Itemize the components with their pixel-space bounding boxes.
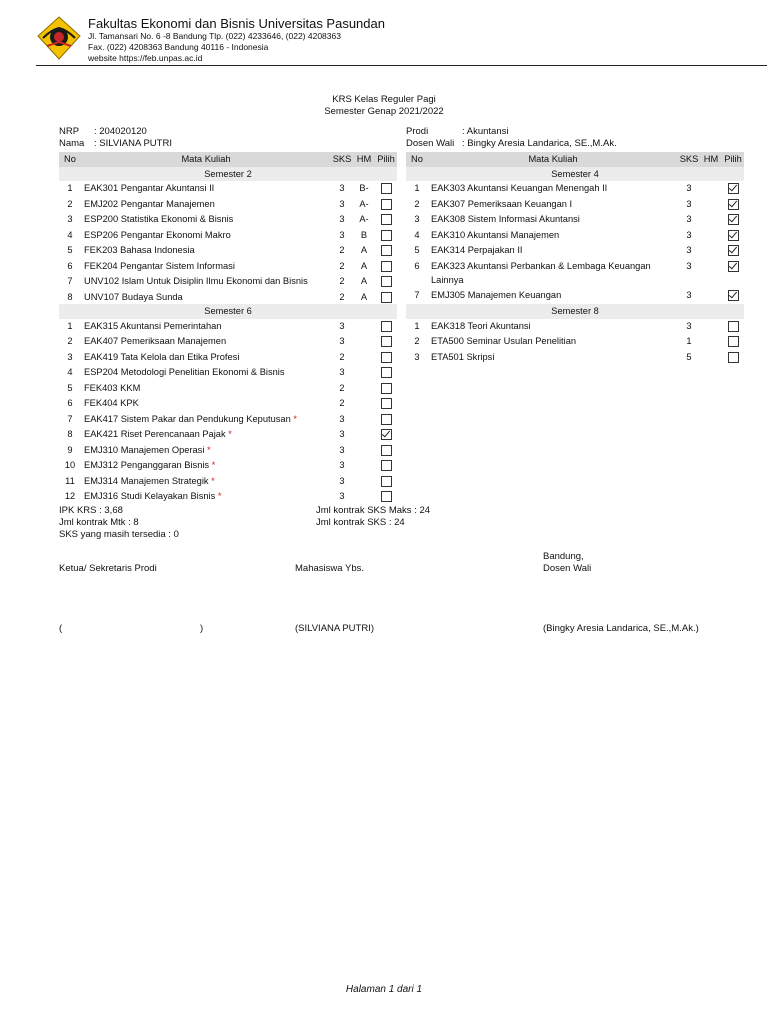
course-hm [353,474,375,490]
course-select-checkbox[interactable] [728,290,739,301]
course-row [406,212,744,228]
course-row [59,443,397,459]
course-select-checkbox[interactable] [381,398,392,409]
course-sks: 3 [339,475,345,486]
course-name: EMJ316 Studi Kelayakan Bisnis [84,491,216,501]
course-row [59,381,397,397]
course-hm [353,350,375,366]
course-sks: 2 [339,260,345,271]
course-no: 3 [414,214,420,224]
course-select-checkbox[interactable] [728,214,739,225]
course-hm [353,396,375,412]
course-no: 3 [67,214,73,224]
course-hm [353,489,375,505]
course-no: 2 [414,198,420,209]
course-select-checkbox[interactable] [381,199,392,210]
course-select-checkbox[interactable] [381,352,392,363]
course-sks: 3 [339,198,345,209]
ketua-sign-close: ) [200,623,204,634]
table-header-row [406,152,744,167]
nrp-value: : 204020120 [94,126,147,137]
col-mata-kuliah: Mata Kuliah [81,152,331,167]
course-name: ETA500 Seminar Usulan Penelitian [431,336,577,346]
course-sks: 3 [339,367,345,377]
course-row [59,334,397,350]
course-sks: 3 [339,444,345,455]
course-no: 4 [67,367,73,377]
course-row [406,243,744,259]
course-select-checkbox[interactable] [381,261,392,272]
course-name: EAK323 Akuntansi Perbankan & Lembaga Keuangan Lainnya [431,260,651,285]
course-no: 8 [67,429,73,439]
university-seal-icon [37,16,81,60]
course-name: EAK308 Sistem Informasi Akuntansi [431,214,580,224]
course-sks: 2 [339,398,345,408]
col-pilih: Pilih [722,152,744,167]
semester-label: Semester 6 [59,304,397,319]
ipk-krs: IPK KRS : 3,68 [59,505,123,516]
course-row [59,228,397,244]
semester-8-table [406,304,744,365]
course-hm [700,181,722,197]
mahasiswa-signature-name: (SILVIANA PUTRI) [295,623,375,634]
course-sks: 3 [339,183,345,193]
semester-4-table [406,152,744,303]
course-name: ESP200 Statistika Ekonomi & Bisnis [84,214,234,224]
course-hm [700,228,722,244]
jml-kontrak-mtk: Jml kontrak Mtk : 8 [59,517,139,528]
course-sks: 3 [339,413,345,424]
course-name: ETA501 Skripsi [431,351,495,362]
course-hm: A- [359,198,369,209]
course-hm [700,350,722,366]
course-row [406,319,744,335]
course-sks: 3 [339,229,345,240]
course-hm: B [360,229,368,240]
course-row [59,212,397,228]
course-sks: 3 [686,214,692,224]
course-name: EAK417 Sistem Pakar dan Pendukung Keputusan [84,413,291,424]
course-sks: 3 [686,289,692,300]
elective-marker: * [211,460,216,470]
course-no: 5 [67,245,73,255]
course-name: EMJ305 Manajemen Keuangan [431,289,562,300]
col-pilih: Pilih [375,152,397,167]
course-no: 3 [414,351,420,362]
course-no: 6 [414,260,420,271]
course-hm [353,334,375,350]
course-select-checkbox[interactable] [381,321,392,332]
course-sks: 2 [339,245,345,255]
course-hm [700,334,722,350]
page-number: Halaman 1 dari 1 [345,984,423,995]
course-no: 5 [67,382,73,393]
mahasiswa-label: Mahasiswa Ybs. [295,563,364,574]
course-name: EAK314 Perpajakan II [431,245,523,255]
course-name: EAK407 Pemeriksaan Manajemen [84,336,227,346]
semester-6-table [59,304,397,505]
course-hm [700,288,722,304]
course-select-checkbox[interactable] [381,245,392,256]
course-select-checkbox[interactable] [728,261,739,272]
institution-fax: Fax. (022) 4208363 Bandung 40116 - Indonesia [88,42,269,52]
course-sks: 3 [339,460,345,470]
semester-label: Semester 2 [59,167,397,182]
course-name: EAK301 Pengantar Akuntansi II [84,183,215,193]
course-no: 11 [65,475,75,486]
course-name: FEK203 Bahasa Indonesia [84,245,195,255]
course-row [59,489,397,505]
course-select-checkbox[interactable] [381,383,392,394]
course-no: 9 [67,444,73,455]
course-hm [353,443,375,459]
name-label: Nama [59,138,85,149]
course-select-checkbox[interactable] [381,183,392,194]
course-hm [700,319,722,335]
course-select-checkbox[interactable] [728,336,739,347]
course-select-checkbox[interactable] [381,276,392,287]
course-no: 1 [67,183,73,193]
course-no: 2 [67,336,73,346]
sks-tersedia: SKS yang masih tersedia : 0 [59,529,179,540]
course-name: EAK310 Akuntansi Manajemen [431,229,560,240]
semester-label: Semester 4 [406,167,744,182]
course-name: EAK419 Tata Kelola dan Etika Profesi [84,351,240,362]
course-sks: 2 [339,291,345,302]
course-hm: B- [359,183,369,193]
course-no: 4 [67,229,73,240]
dosen-wali-label: Dosen Wali [406,138,455,149]
course-row [406,288,744,304]
name-value: : SILVIANA PUTRI [94,138,172,149]
course-sks: 3 [686,198,692,209]
course-no: 2 [414,336,420,346]
course-name: EAK303 Akuntansi Keuangan Menengah II [431,183,608,193]
course-no: 1 [414,183,420,193]
dosen-wali-signature-name: (Bingky Aresia Landarica, SE.,M.Ak.) [543,623,699,634]
dosen-wali-value: : Bingky Aresia Landarica, SE.,M.Ak. [462,138,617,149]
course-row [59,274,397,290]
elective-marker: * [217,491,222,501]
course-name: ESP206 Pengantar Ekonomi Makro [84,229,231,240]
course-row [59,259,397,275]
course-select-checkbox[interactable] [728,199,739,210]
course-no: 1 [414,320,420,331]
course-sks: 3 [339,336,345,346]
course-no: 5 [414,245,420,255]
course-hm [353,381,375,397]
course-hm [700,212,722,228]
course-select-checkbox[interactable] [381,367,392,378]
course-sks: 1 [686,336,692,346]
ketua-sign-open: ( [59,623,63,634]
course-name: UNV102 Islam Untuk Disiplin Ilmu Ekonomi dan Bisnis [84,276,308,286]
course-name: EMJ202 Pengantar Manajemen [84,198,215,209]
col-hm: HM [700,152,722,167]
course-row [59,458,397,474]
course-row [59,350,397,366]
course-no: 7 [67,276,73,286]
course-row [59,181,397,197]
course-select-checkbox[interactable] [381,214,392,225]
course-row [59,319,397,335]
semester-label: Semester 8 [406,304,744,319]
ketua-prodi-label: Ketua/ Sekretaris Prodi [59,563,157,574]
course-sks: 3 [339,429,345,439]
course-sks: 3 [686,183,692,193]
course-name: EAK315 Akuntansi Pemerintahan [84,320,222,331]
course-row [59,290,397,306]
elective-marker: * [211,475,215,486]
course-select-checkbox[interactable] [381,230,392,241]
course-row [406,259,744,288]
institution-name: Fakultas Ekonomi dan Bisnis Universitas Pasundan [88,16,385,31]
course-hm [700,243,722,259]
jml-kontrak-sks: Jml kontrak SKS : 24 [316,517,405,528]
course-select-checkbox[interactable] [728,245,739,256]
table-header-row [59,152,397,167]
elective-marker: * [293,413,297,424]
institution-address: Jl. Tamansari No. 6 -8 Bandung Tlp. (022) 4233646, (022) 4208363 [88,31,341,41]
institution-website: website https://feb.unpas.ac.id [88,53,203,63]
course-name: FEK403 KKM [84,382,141,393]
course-hm: A- [359,214,369,224]
course-no: 2 [67,198,73,209]
course-row [59,197,397,213]
course-select-checkbox[interactable] [381,429,392,440]
course-select-checkbox[interactable] [381,491,392,502]
course-select-checkbox[interactable] [381,292,392,303]
course-hm: A [360,260,368,271]
course-row [59,474,397,490]
course-row [59,396,397,412]
course-sks: 3 [686,229,692,240]
course-row [406,181,744,197]
course-no: 6 [67,398,73,408]
course-no: 10 [64,460,76,470]
course-sks: 3 [686,320,692,331]
course-sks: 3 [339,214,345,224]
col-hm: HM [353,152,375,167]
course-name: EMJ312 Penganggaran Bisnis [84,460,210,470]
course-hm: A [360,245,368,255]
course-name: EMJ314 Manajemen Strategik [84,475,209,486]
course-no: 12 [64,491,76,501]
course-hm [353,412,375,428]
prodi-value: : Akuntansi [462,126,509,137]
semester-2-table [59,152,397,305]
course-sks: 3 [686,260,692,271]
course-row [406,350,744,366]
course-select-checkbox[interactable] [728,183,739,194]
course-sks: 2 [339,382,345,393]
course-name: FEK204 Pengantar Sistem Informasi [84,260,235,271]
course-row [406,228,744,244]
course-row [59,412,397,428]
course-row [59,243,397,259]
col-sks: SKS [678,152,700,167]
course-select-checkbox[interactable] [381,460,392,471]
course-sks: 5 [686,351,692,362]
course-row [406,197,744,213]
col-no: No [406,152,428,167]
course-sks: 3 [339,320,345,331]
course-sks: 2 [339,351,345,362]
course-no: 6 [67,260,73,271]
dosen-wali-sign-label: Dosen Wali [543,563,592,574]
course-select-checkbox[interactable] [728,321,739,332]
document-semester: Semester Genap 2021/2022 [324,106,444,117]
col-sks: SKS [331,152,353,167]
col-mata-kuliah: Mata Kuliah [428,152,678,167]
elective-marker: * [207,444,211,455]
course-hm [353,319,375,335]
course-sks: 3 [339,491,345,501]
course-row [406,334,744,350]
document-title: KRS Kelas Reguler Pagi [332,94,436,105]
course-hm [353,427,375,443]
course-no: 7 [67,413,73,424]
course-select-checkbox[interactable] [381,414,392,425]
course-name: FEK404 KPK [84,398,139,408]
course-name: ESP204 Metodologi Penelitian Ekonomi & Bisnis [84,367,285,377]
course-select-checkbox[interactable] [728,230,739,241]
course-hm [353,458,375,474]
course-no: 3 [67,351,73,362]
course-name: EAK421 Riset Perencanaan Pajak [84,429,226,439]
elective-marker: * [228,429,232,439]
course-no: 7 [414,289,420,300]
course-name: EMJ310 Manajemen Operasi [84,444,205,455]
course-hm: A [360,291,368,302]
header-divider [36,65,767,66]
course-select-checkbox[interactable] [381,476,392,487]
course-sks: 2 [339,276,345,286]
jml-kontrak-sks-maks: Jml kontrak SKS Maks : 24 [316,505,431,516]
course-no: 8 [67,291,73,302]
signature-place: Bandung, [543,551,584,562]
nrp-label: NRP [59,126,80,137]
course-row [59,365,397,381]
course-name: UNV107 Budaya Sunda [84,291,183,302]
col-no: No [59,152,81,167]
course-select-checkbox[interactable] [728,352,739,363]
course-select-checkbox[interactable] [381,336,392,347]
course-hm: A [360,276,368,286]
course-hm [700,197,722,213]
course-name: EAK307 Pemeriksaan Keuangan I [431,198,573,209]
course-no: 4 [414,229,420,240]
course-hm [353,365,375,381]
prodi-label: Prodi [406,126,429,137]
course-no: 1 [67,320,73,331]
course-hm [700,259,722,288]
course-name: EAK318 Teori Akuntansi [431,320,531,331]
course-select-checkbox[interactable] [381,445,392,456]
course-sks: 3 [686,245,692,255]
course-row [59,427,397,443]
